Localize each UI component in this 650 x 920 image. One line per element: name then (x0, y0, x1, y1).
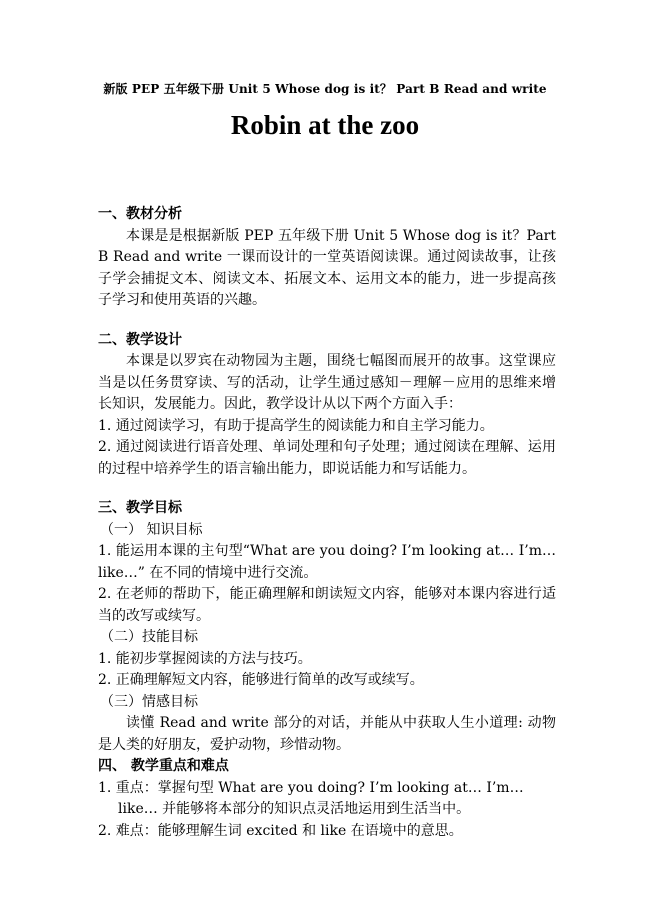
key-point-item: 1. 重点：掌握句型 What are you doing? I’m looking at… I’m…like… 并能够将本部分的知识点灵活地运用到生活当中。 (98, 779, 524, 817)
subsection-skills: （二）技能目标 (100, 629, 198, 645)
document-header: 新版 PEP 五年级下册 Unit 5 Whose dog is it？ Part B Read and write (103, 82, 547, 96)
section-2-item-1: 1. 通过阅读学习，有助于提高学生的阅读能力和自主学习能力。 (98, 417, 494, 434)
section-2-paragraph: 本课是以罗宾在动物园为主题，围绕七幅图而展开的故事。这堂课应当是以任务贯穿读、写的活动，让学生通过感知－理解－应用的思维来增长知识，发展能力。因此，教学设计从以下两个方面入手： (98, 353, 556, 412)
section-heading-2: 二、教学设计 (98, 331, 182, 348)
section-heading-1: 一、教材分析 (98, 206, 182, 222)
section-heading-4: 四、 教学重点和难点 (98, 758, 229, 774)
emotion-paragraph: 读懂 Read and write 部分的对话，并能从中获取人生小道理: 动物是人类的好朋友，爱护动物，珍惜动物。 (98, 715, 556, 753)
section-1-paragraph: 本课是是根据新版 PEP 五年级下册 Unit 5 Whose dog is it？Part B Read and write 一课而设计的一堂英语阅读课。通过阅读故事，让孩子学会捕捉文本、阅读文本、拓展文本、运用文本的能力，进一步提高孩子学习和使用英语的兴趣。 (98, 227, 556, 308)
subsection-emotion: （三）情感目标 (100, 693, 198, 710)
document-title: Robin at the zoo (230, 110, 420, 140)
section-2-item-2: 2. 通过阅读进行语音处理、单词处理和句子处理；通过阅读在理解、运用的过程中培养学生的语言输出能力，即说话能力和写话能力。 (98, 439, 556, 477)
subsection-knowledge: （一） 知识目标 (100, 521, 203, 538)
knowledge-item-2: 2. 在老师的帮助下，能正确理解和朗读短文内容，能够对本课内容进行适当的改写或续写。 (98, 586, 556, 624)
section-heading-3: 三、教学目标 (98, 500, 182, 516)
knowledge-item-1: 1. 能运用本课的主句型“What are you doing? I’m looking at… I’m…like…” 在不同的情境中进行交流。 (98, 543, 556, 581)
difficulty-item: 2. 难点：能够理解生词 excited 和 like 在语境中的意思。 (98, 822, 463, 839)
skills-item-1: 1. 能初步掌握阅读的方法与技巧。 (98, 650, 312, 667)
document-body (98, 204, 556, 842)
skills-item-2: 2. 正确理解短文内容，能够进行简单的改写或续写。 (98, 672, 424, 688)
